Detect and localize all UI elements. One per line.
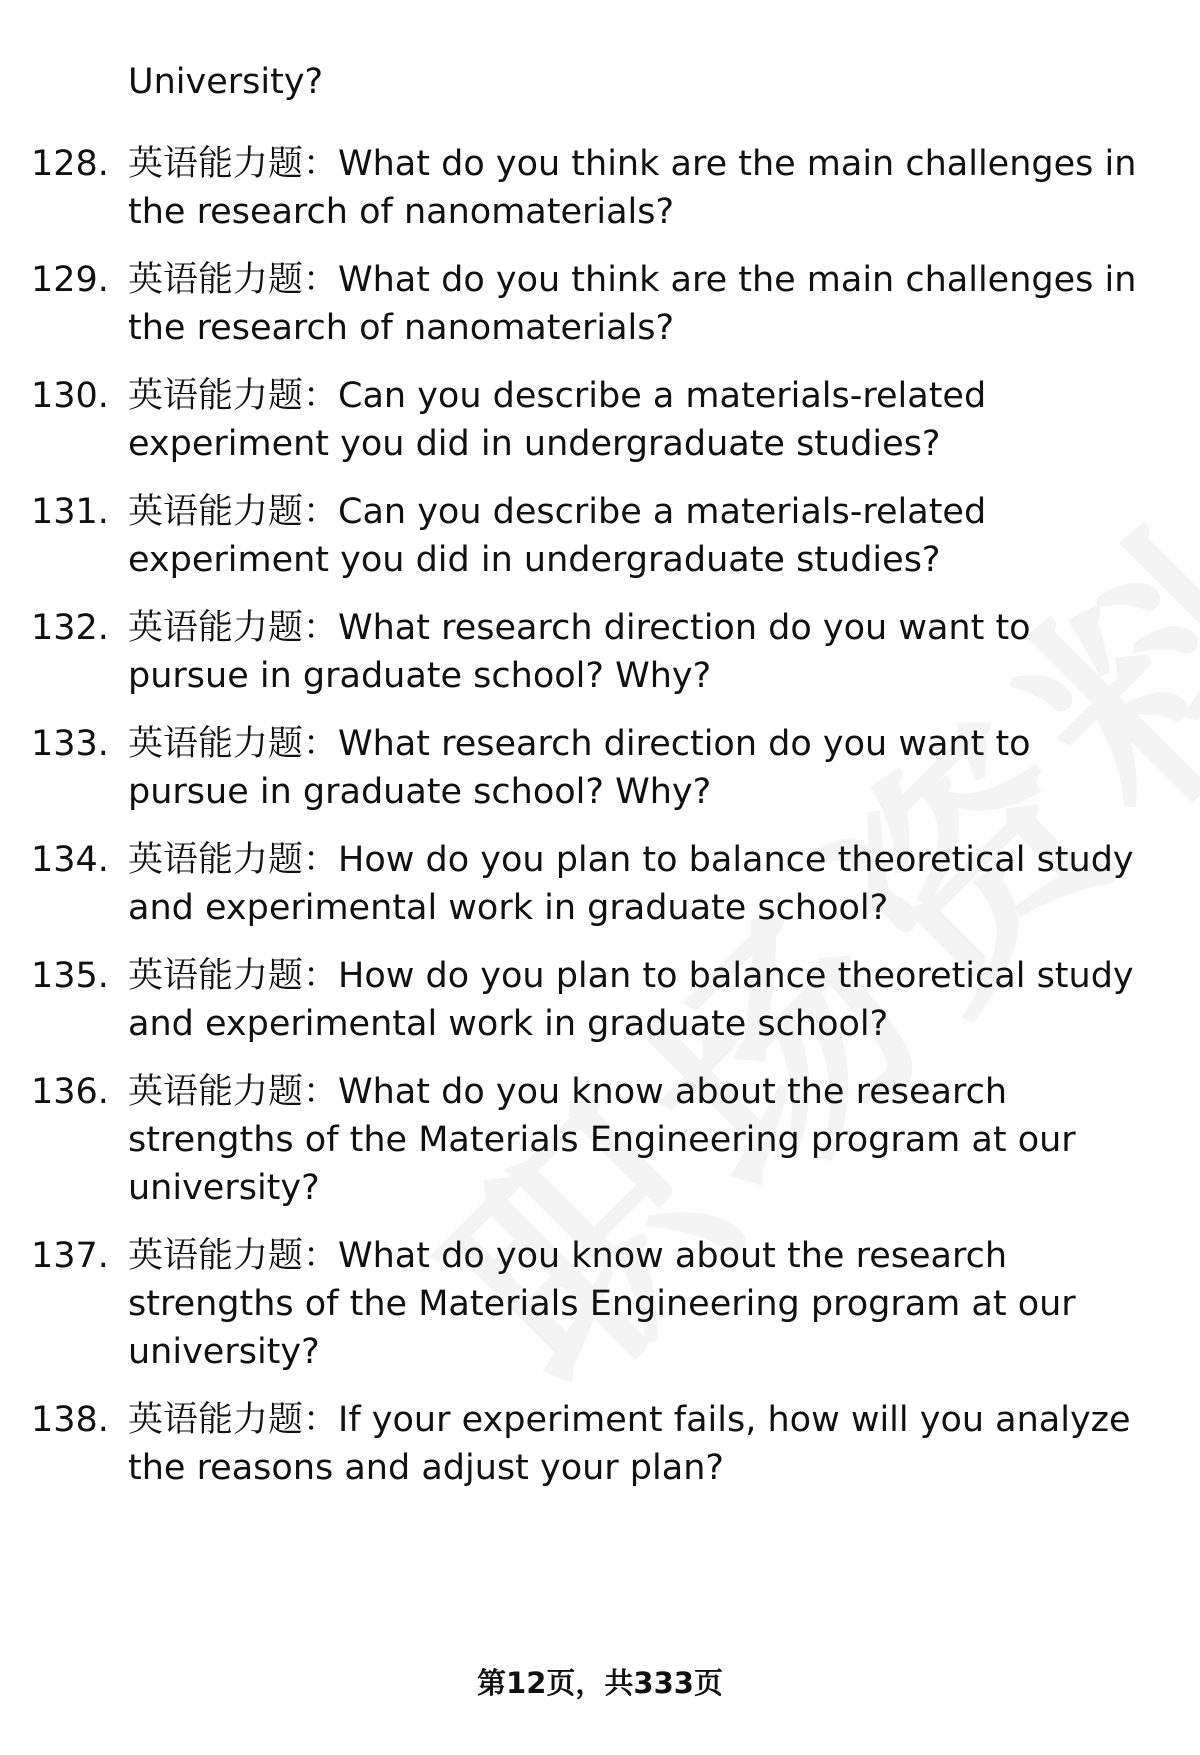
question-content — [128, 720, 1153, 816]
question-tag: 英语能力题： — [128, 260, 339, 300]
question-tag: 英语能力题： — [128, 724, 339, 764]
question-content — [128, 604, 1153, 700]
question-number: 131. — [31, 492, 109, 532]
question-tag: 英语能力题： — [128, 608, 339, 648]
question-tag: 英语能力题： — [128, 1072, 339, 1112]
question-content — [128, 488, 1153, 584]
question-tag: 英语能力题： — [128, 144, 339, 184]
question-item — [0, 720, 1200, 816]
question-tag: 英语能力题： — [128, 840, 339, 880]
question-content — [128, 952, 1153, 1048]
question-item — [0, 836, 1200, 932]
question-tag: 英语能力题： — [128, 1236, 339, 1276]
question-item — [0, 1232, 1200, 1376]
question-content — [128, 256, 1153, 352]
question-tag: 英语能力题： — [128, 956, 339, 996]
question-item — [0, 488, 1200, 584]
question-item — [0, 604, 1200, 700]
question-content — [128, 1068, 1153, 1212]
question-tag: 英语能力题： — [128, 492, 339, 532]
question-list — [0, 140, 1200, 1512]
question-content — [128, 372, 1153, 468]
question-number: 137. — [31, 1236, 109, 1276]
question-text: How do you plan to balance theoretical study and experimental work in graduate school? — [128, 956, 1134, 1044]
question-content — [128, 1232, 1153, 1376]
question-item — [0, 140, 1200, 236]
question-text: What research direction do you want to pursue in graduate school? Why? — [128, 724, 1031, 812]
question-number: 135. — [31, 956, 109, 996]
question-number: 138. — [31, 1400, 109, 1440]
question-number: 132. — [31, 608, 109, 648]
question-number: 130. — [31, 376, 109, 416]
page-number-footer: 第12页，共333页 — [477, 1666, 723, 1700]
question-number: 128. — [31, 144, 109, 184]
question-text: How do you plan to balance theoretical study and experimental work in graduate school? — [128, 840, 1134, 928]
question-text: Can you describe a materials-related experiment you did in undergraduate studies? — [128, 376, 987, 464]
question-content — [128, 836, 1153, 932]
question-text: What do you know about the research strengths of the Materials Engineering program at our university? — [128, 1236, 1076, 1372]
question-text: What do you think are the main challenges in the research of nanomaterials? — [128, 260, 1137, 348]
question-text: What do you think are the main challenges in the research of nanomaterials? — [128, 144, 1137, 232]
question-text: Can you describe a materials-related experiment you did in undergraduate studies? — [128, 492, 987, 580]
question-item — [0, 256, 1200, 352]
question-text: If your experiment fails, how will you analyze the reasons and adjust your plan? — [128, 1400, 1131, 1488]
continued-question-text: University? — [128, 62, 324, 102]
question-number: 129. — [31, 260, 109, 300]
question-item — [0, 372, 1200, 468]
question-number: 133. — [31, 724, 109, 764]
question-content — [128, 1396, 1153, 1492]
question-number: 134. — [31, 840, 109, 880]
question-item — [0, 1068, 1200, 1212]
question-tag: 英语能力题： — [128, 376, 339, 416]
question-item — [0, 1396, 1200, 1492]
question-item — [0, 952, 1200, 1048]
question-content — [128, 140, 1153, 236]
question-number: 136. — [31, 1072, 109, 1112]
question-text: What research direction do you want to pursue in graduate school? Why? — [128, 608, 1031, 696]
question-tag: 英语能力题： — [128, 1400, 339, 1440]
question-text: What do you know about the research strengths of the Materials Engineering program at our university? — [128, 1072, 1076, 1208]
